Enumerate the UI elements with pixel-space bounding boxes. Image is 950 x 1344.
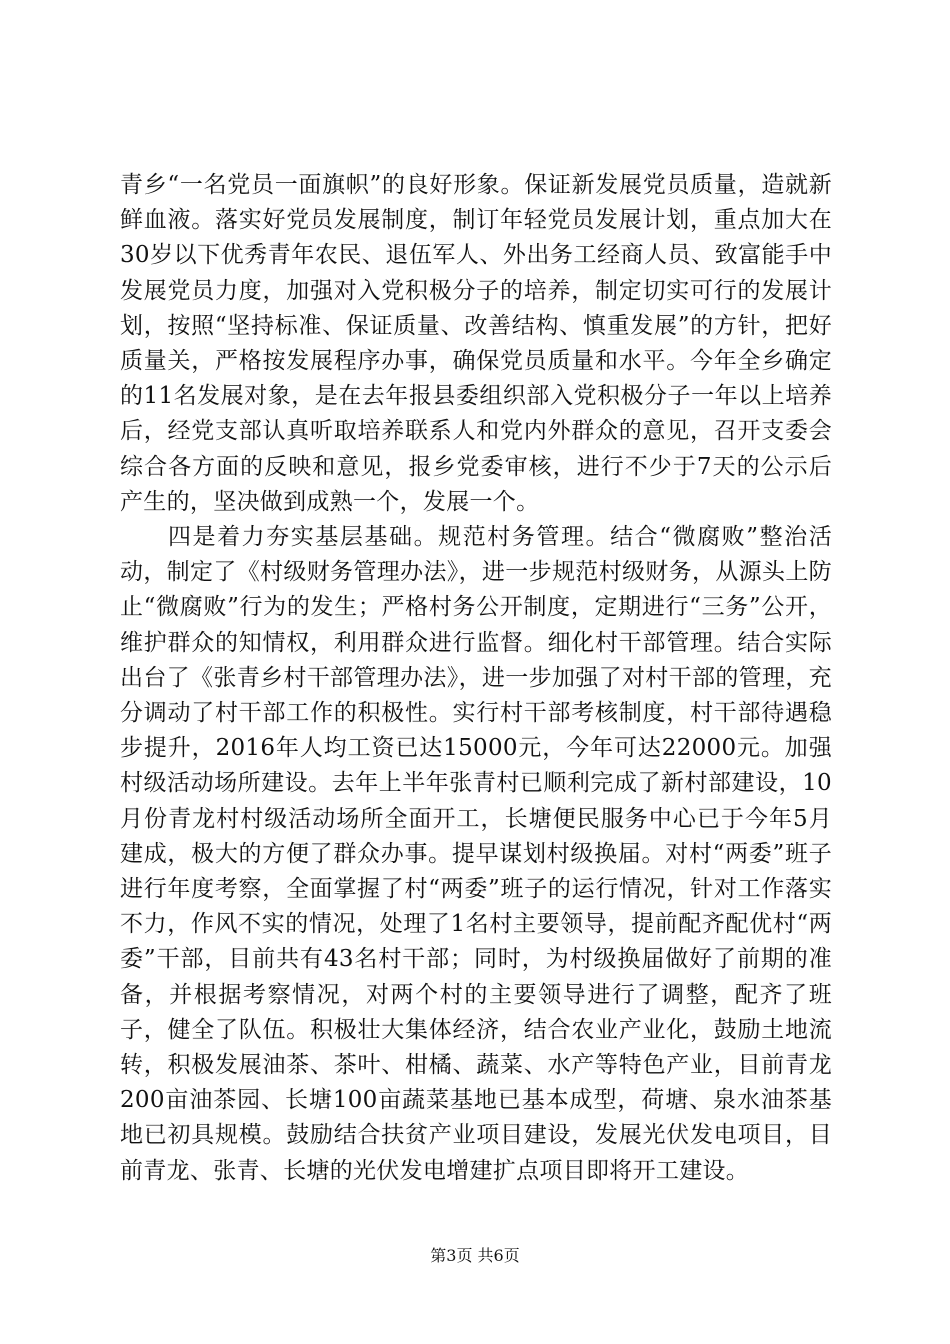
paragraph-party-member-development: 青乡“一名党员一面旗帜”的良好形象。保证新发展党员质量，造就新鲜血液。落实好党员发展制度，制订年轻党员发展计划，重点加大在30岁以下优秀青年农民、退伍军人、外出务工经商人员、致富能手中发展党员力度，加强对入党积极分子的培养，制定切实可行的发展计划，按照“坚持标准、保证质量、改善结构、慎重发展”的方针，把好质量关，严格按发展程序办事，确保党员质量和水平。今年全乡确定的11名发展对象，是在去年报县委组织部入党积极分子一年以上培养后，经党支部认真听取培养联系人和党内外群众的意见，召开支委会综合各方面的反映和意见，报乡党委审核，进行不少于7天的公示后产生的，坚决做到成熟一个，发展一个。	[120, 172, 832, 515]
paragraph-grassroots-foundation: 四是着力夯实基层基础。规范村务管理。结合“微腐败”整治活动，制定了《村级财务管理办法》，进一步规范村级财务，从源头上防止“微腐败”行为的发生；严格村务公开制度，定期进行“三务”公开，维护群众的知情权，利用群众进行监督。细化村干部管理。结合实际出台了《张青乡村干部管理办法》，进一步加强了对村干部的管理，充分调动了村干部工作的积极性。实行村干部考核制度，村干部待遇稳步提升，2016年人均工资已达15000元，今年可达22000元。加强村级活动场所建设。去年上半年张青村已顺利完成了新村部建设，10月份青龙村村级活动场所全面开工，长塘便民服务中心已于今年5月建成，极大的方便了群众办事。提早谋划村级换届。对村“两委”班子进行年度考察，全面掌握了村“两委”班子的运行情况，针对工作落实不力，作风不实的情况，处理了1名村主要领导，提前配齐配优村“两委”干部，目前共有43名村干部；同时，为村级换届做好了前期的准备，并根据考察情况，对两个村的主要领导进行了调整，配齐了班子，健全了队伍。积极壮大集体经济，结合农业产业化，鼓励土地流转，积极发展油茶、茶叶、柑橘、蔬菜、水产等特色产业，目前青龙200亩油茶园、长塘100亩蔬菜基地已基本成型，荷塘、泉水油茶基地已初具规模。鼓励结合扶贫产业项目建设，发展光伏发电项目，目前青龙、张青、长塘的光伏发电增建扩点项目即将开工建设。	[120, 524, 832, 1184]
page-footer: 第3页 共6页	[430, 1246, 520, 1265]
document-body	[120, 168, 832, 1189]
